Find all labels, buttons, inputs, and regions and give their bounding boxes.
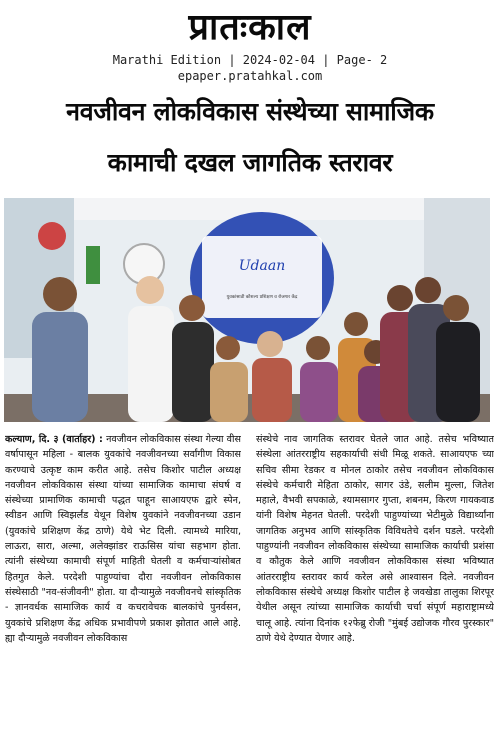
epaper-url: epaper.pratahkal.com (177, 69, 323, 83)
masthead-title: प्रातःकाल (188, 6, 312, 48)
group-photo (4, 198, 490, 422)
udaan-banner (202, 236, 322, 318)
banner-caption: युवकांसाठी कौशल्य प्रशिक्षण व रोजगार केंद्र (226, 295, 298, 300)
group-photo-illustration (4, 198, 490, 422)
headline-line-1: नवजीवन लोकविकास संस्थेच्या सामाजिक (66, 97, 434, 126)
article-dateline: कल्याण, दि. ३ (वार्ताहर) : (5, 434, 103, 445)
masthead-logo (0, 4, 500, 50)
plant-icon (86, 246, 100, 284)
article-column-1 (5, 432, 241, 746)
article-column-2: संस्थेचे नाव जागतिक स्तरावर घेतले जात आहे. तसेच भविष्यात संस्थेला आंतरराष्ट्रीय सहकार्याची संधी मिळू शकते. साआयएफ च्या सचिव सीमा रेडकर व मोनल ठाकोर तसेच नवजीवन लोकविकास संस्थेचे कर्मचारी मेहिता ठाकोर, सागर उंडे, सलीम मुल्ला, जितेश महाले, वैभवी सपकाळे, श्यामसागर गुप्ता, शबनम, किरण गायकवाड यांनी विशेष मेहनत घेतली. परदेशी पाहुण्यांच्या भेटीमुळे विद्यार्थ्यांना जागतिक अनुभव आणि सांस्कृतिक विविधतेचे दर्शन घडले. परदेशी पाहुण्यांनी नवजीवन लोकविकास संस्थेच्या सामाजिक कार्याची प्रशंसा व कौतुक केले आणि नवजीवन लोकविकास संस्था भविष्यात आंतरराष्ट्रीय स्तरावर कार्य करेल असे आश्वासन दिले. नवजीवन लोकविकास संस्थेचे अध्यक्ष किशोर पाटील हे जवखेडा तालुका शिरपूर येथील असून त्यांच्या सामाजिक कार्याची चर्चा संपूर्ण महाराष्ट्रामध्ये चालू आहे. त्यांना दिनांक १२फेब्रु रोजी "मुंबई उद्योजक गौरव पुरस्कार" ठाणे येथे देण्यात येणार आहे. (256, 434, 494, 644)
santa-decoration-icon (38, 222, 66, 250)
edition-line: Marathi Edition | 2024-02-04 | Page- 2 (112, 53, 388, 67)
headline-line-2: कामाची दखल जागतिक स्तरावर (107, 148, 393, 177)
article-body-1: नवजीवन लोकविकास संस्था गेल्या वीस वर्षापासून महिला - बालक युवकांचे नवजीवनच्या सर्वांगीण विकास करण्याचे उत्कृष्ट काम करीत आहे. तसेच किशोर पाटील अध्यक्ष नवजीवन लोकविकास संस्था यांच्या सामाजिक कामाचा संघर्ष व संस्थेच्या प्रामाणिक कामाची पद्धत पाहून साआयएफ द्वारे स्पेन, स्वीडन आणि स्विझर्लंड येथून विशेष युवकांने नवजीवनच्या उडान (युवकांचे प्रशिक्षण केंद्र ठाणे) येथे भेट दिली. त्यामध्ये मारिया, लाऊरा, सारा, अल्मा, अलेक्झांडर राऊसिस यांचा सहभाग होता. त्यांनी संस्थेच्या कामाची संपूर्ण माहिती घेतली व कर्मचाऱ्यांसोबत हितगुत केले. परदेशी पाहुण्यांचा दौरा नवजीवन लोकविकास संस्थेसाठी "नव-संजीवनी" होता. या दौऱ्यामुळे नवजीवनचे सांस्कृतिक - ज्ञानवर्धक सामाजिक कार्य व कचरावेचक बालकांचे पुनर्वसन, युवकांचे प्रशिक्षण केंद्र अधिक प्रभावीपणे प्रकाश झोतात आले आहे. ह्या दौऱ्यामुळे नवजीवन लोकविकास (5, 434, 241, 644)
banner-logo-text: Udaan (238, 258, 286, 274)
